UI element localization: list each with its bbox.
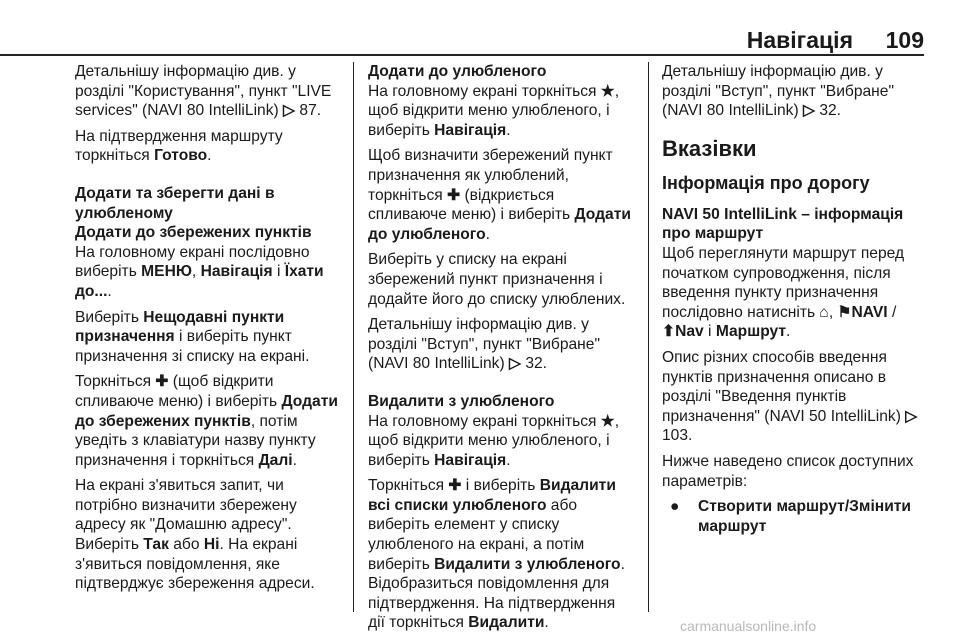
paragraph: На головному екрані послідовно виберіть МЕНЮ, Навігація і Їхати до.... [75, 243, 324, 300]
column-divider-1 [353, 62, 354, 612]
paragraph: Виберіть у списку на екрані збережений пункт призначення і додайте його до списку улюблених. [368, 251, 626, 308]
star-icon: ★ [600, 82, 615, 100]
column-1 [75, 62, 343, 600]
paragraph: На головному екрані торкніться ★, щоб відкрити меню улюбленого, і виберіть Навігація. [368, 82, 620, 139]
subheading-remove-favourite: Видалити з улюбленого [368, 392, 555, 410]
plus-icon: ✚ [447, 186, 461, 204]
paragraph: Виберіть Нещодавні пункти призначення і виберіть пункт призначення зі списку на екрані. [75, 308, 310, 365]
watermark: carmanualsonline.info [680, 618, 817, 634]
flag-icon: ⚑ [837, 303, 852, 321]
paragraph: Нижче наведено список доступних параметрів: [662, 452, 914, 490]
heading-road-info: Інформація про дорогу [662, 172, 870, 193]
paragraph: Щоб переглянути маршрут перед початком супроводження, після введення пункту призначення послідовно натисніть ⌂, ⚑NAVI / ⬆Nav і Маршрут. [662, 244, 905, 341]
section-title: Навігація [746, 27, 853, 53]
subheading-navi50-route-info: NAVI 50 IntelliLink – інформація про маршрут [662, 205, 904, 243]
subheading-add-favourite: Додати до улюбленого [368, 63, 547, 80]
list-item: ● Створити маршрут/Змінити маршрут [662, 497, 930, 536]
subheading-add-saved: Додати до збережених пунктів [75, 224, 312, 242]
paragraph: Опис різних способів введення пунктів призначення описано в розділі "Введення пунктів призначення" (NAVI 50 IntelliLink) ▷ 103. [662, 348, 918, 445]
nav-arrow-icon: ⬆ [662, 323, 676, 341]
paragraph: На екрані з'явиться запит, чи потрібно визначити збережену адресу як "Домашню адресу". Виберіть Так або Ні. На екрані з'явиться повідомлення, яке підтверджує збереження адреси. [75, 477, 315, 593]
column-2 [368, 62, 636, 639]
subheading-save-favourites: Додати та зберегти дані в улюбленому [75, 184, 275, 222]
reference-arrow-icon: ▷ [508, 355, 521, 373]
plus-icon: ✚ [155, 373, 169, 391]
reference-arrow-icon: ▷ [283, 102, 296, 120]
column-3 [662, 62, 930, 536]
paragraph: Торкніться ✚ і виберіть Видалити всі списки улюбленого або виберіть елемент у списку улюбленого на екрані, а потім виберіть Видалити з улюбленого. Відобразиться повідомлення для підтвердження. На підтвердження дії торкніться Видалити. [368, 477, 625, 632]
column-divider-2 [648, 62, 649, 612]
home-icon: ⌂ [819, 303, 829, 321]
star-icon: ★ [600, 412, 615, 430]
paragraph: Детальнішу інформацію див. у розділі "Вступ", пункт "Вибране" (NAVI 80 IntelliLink) ▷ 32. [368, 316, 600, 373]
paragraph: Торкніться ✚ (щоб відкрити спливаюче меню) і виберіть Додати до збережених пунктів, потім уведіть з клавіатури назву пункту призначення і торкніться Далі. [75, 373, 338, 469]
plus-icon: ✚ [448, 477, 462, 495]
paragraph: Детальнішу інформацію див. у розділі "Користування", пункт "LIVE services" (NAVI 80 IntelliLink) ▷ 87. [75, 63, 332, 120]
bullet-icon: ● [670, 498, 680, 516]
reference-arrow-icon: ▷ [802, 102, 815, 120]
page-header [0, 0, 960, 56]
paragraph: На головному екрані торкніться ★, щоб відкрити меню улюбленого, і виберіть Навігація. [368, 412, 620, 469]
reference-arrow-icon: ▷ [905, 407, 918, 425]
paragraph: На підтвердження маршруту торкніться Готово. [75, 127, 283, 165]
page-number: 109 [885, 27, 924, 53]
paragraph: Детальнішу інформацію див. у розділі "Вступ", пункт "Вибране" (NAVI 80 IntelliLink) ▷ 32. [662, 63, 894, 120]
paragraph: Щоб визначити збережений пункт призначення як улюблений, торкніться ✚ (відкриється спливаюче меню) і виберіть Додати до улюбленого. [368, 147, 631, 243]
heading-guidance: Вказівки [662, 135, 757, 161]
header-rule [0, 54, 924, 56]
